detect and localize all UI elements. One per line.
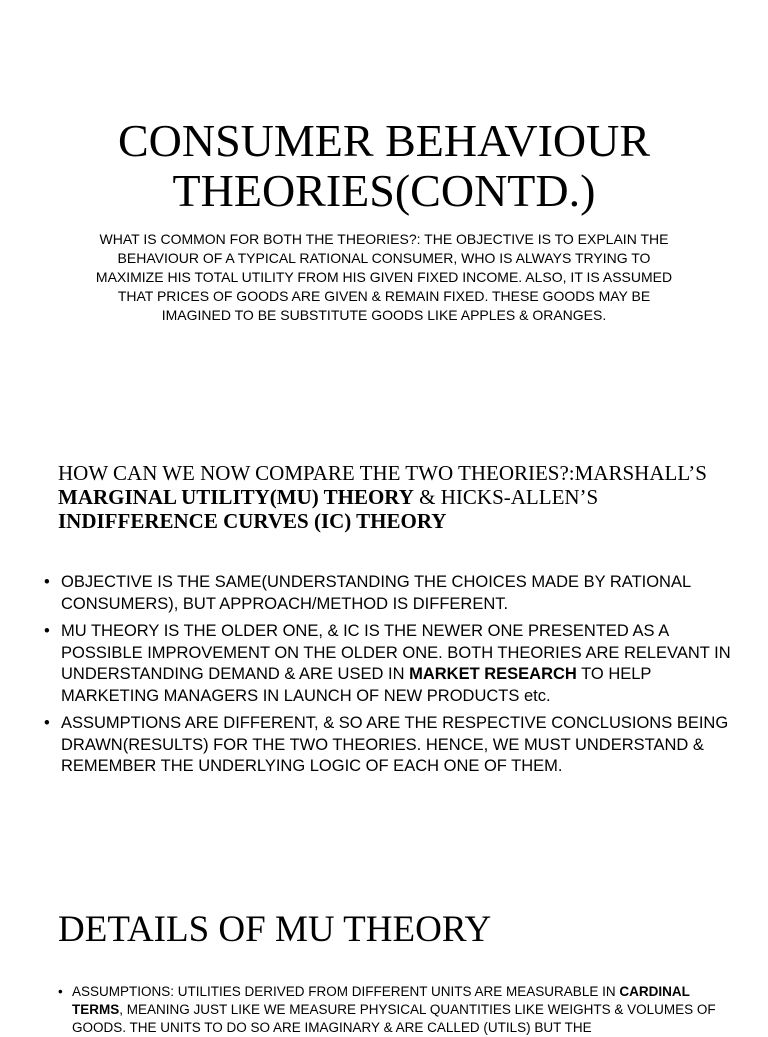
bold-cardinal-terms: CARDINAL TERMS — [72, 984, 690, 1017]
bullet-list — [58, 983, 718, 1037]
bullet-icon: • — [44, 573, 50, 591]
title-text-2: & HICKS-ALLEN’S — [413, 485, 599, 509]
list-item-text: OBJECTIVE IS THE SAME(UNDERSTANDING THE CHOICES MADE BY RATIONAL CONSUMERS), BUT APPROACH/METHOD IS DIFFERENT. — [61, 573, 691, 613]
list-item — [44, 572, 734, 615]
list-item-text: ASSUMPTIONS: UTILITIES DERIVED FROM DIFFERENT UNITS ARE MEASURABLE IN — [72, 984, 620, 999]
title-bold-ic-theory: INDIFFERENCE CURVES (IC) THEORY — [58, 509, 447, 533]
slide-compare-theories — [0, 400, 768, 830]
list-item-text: ASSUMPTIONS ARE DIFFERENT, & SO ARE THE RESPECTIVE CONCLUSIONS BEING DRAWN(RESULTS) FOR THE TWO THEORIES. HENCE, WE MUST UNDERSTAND & REMEMBER THE UNDERLYING LOGIC OF EACH ONE OF THEM. — [61, 714, 729, 775]
slide-consumer-behaviour-theories — [0, 0, 768, 400]
slide-title: DETAILS OF MU THEORY — [58, 909, 492, 950]
title-bold-mu-theory: MARGINAL UTILITY(MU) THEORY — [58, 485, 414, 509]
bullet-icon: • — [58, 984, 63, 999]
title-text: HOW CAN WE NOW COMPARE THE TWO THEORIES?:MARSHALL’S — [58, 461, 707, 485]
title-line-1: CONSUMER BEHAVIOUR — [117, 115, 651, 166]
list-item-text-2: , MEANING JUST LIKE WE MEASURE PHYSICAL QUANTITIES LIKE WEIGHTS & VOLUMES OF GOODS. THE UNITS TO DO SO ARE IMAGINARY & ARE CALLED (UTILS) BUT THE — [72, 1002, 716, 1035]
slide-title — [58, 461, 738, 533]
title-line-2: THEORIES(CONTD.) — [172, 165, 596, 216]
list-item-text-2: TO HELP MARKETING MANAGERS IN LAUNCH OF NEW PRODUCTS etc. — [61, 665, 652, 705]
slide-title — [0, 116, 768, 216]
list-item — [44, 621, 734, 707]
bullet-icon: • — [44, 714, 50, 732]
bold-market-research: MARKET RESEARCH — [409, 665, 577, 683]
list-item — [58, 983, 718, 1037]
bullet-list — [44, 572, 734, 784]
slide-details-mu-theory — [0, 830, 768, 1035]
list-item-text: MU THEORY IS THE OLDER ONE, & IC IS THE NEWER ONE PRESENTED AS A POSSIBLE IMPROVEMENT ON THE OLDER ONE. BOTH THEORIES ARE RELEVANT IN UNDERSTANDING DEMAND & ARE USED IN — [61, 622, 731, 683]
bullet-icon: • — [44, 622, 50, 640]
list-item — [44, 713, 734, 778]
slide-subtitle-text: WHAT IS COMMON FOR BOTH THE THEORIES?: THE OBJECTIVE IS TO EXPLAIN THE BEHAVIOUR OF A TYPICAL RATIONAL CONSUMER, WHO IS ALWAYS TRYING TO MAXIMIZE HIS TOTAL UTILITY FROM HIS GIVEN FIXED INCOME. ALSO, IT IS ASSUMED THAT PRICES OF GOODS ARE GIVEN & REMAIN FIXED. THESE GOODS MAY BE IMAGINED TO BE SUBSTITUTE GOODS LIKE APPLES & ORANGES. — [95, 231, 673, 323]
